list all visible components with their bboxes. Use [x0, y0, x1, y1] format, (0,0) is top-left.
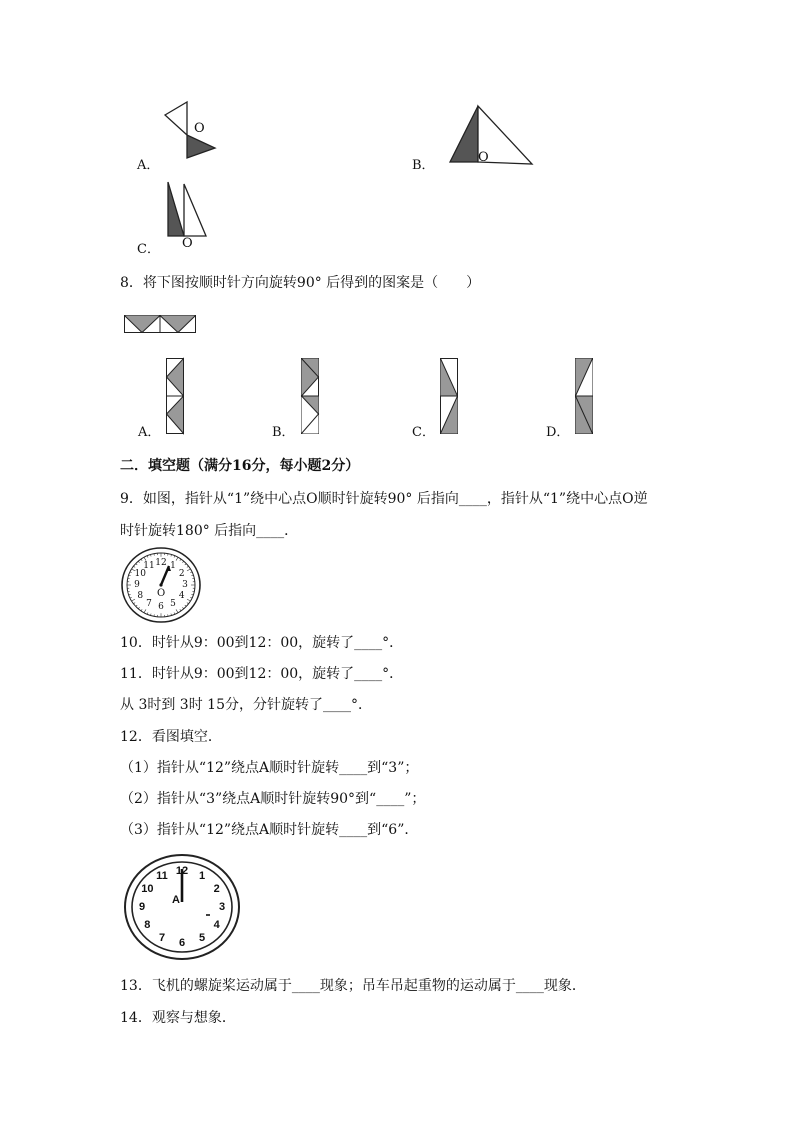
q12-item-3: （3）指针从“12”绕点A顺时针旋转____到“6”．: [120, 822, 419, 838]
q12-clock-number-6: 6: [178, 937, 186, 949]
q8-option-a-figure: [166, 358, 184, 434]
q7-option-a-figure: [160, 100, 220, 170]
q10-question-text: 10．时针从9：00到12：00，旋转了____°．: [120, 635, 404, 651]
q9-clock-number-6: 6: [158, 602, 164, 612]
q9-clock-number-8: 8: [137, 591, 144, 601]
q12-clock-number-9: 9: [138, 901, 146, 913]
q7-option-b-point: O: [478, 150, 489, 165]
q7-option-a-label[interactable]: A．: [137, 158, 160, 173]
q9-clock-number-9: 9: [134, 580, 140, 590]
q8-option-a-label[interactable]: A．: [138, 425, 161, 440]
q12-clock-number-4: 4: [213, 919, 220, 931]
q9-clock-number-11: 11: [143, 560, 155, 571]
q11-question-line1: 11．时针从9：00到12：00，旋转了____°．: [120, 666, 404, 682]
q12-clock-number-12: 12: [175, 865, 189, 877]
q8-option-d-label[interactable]: D．: [546, 425, 570, 440]
q12-item-1: （1）指针从“12”绕点A顺时针旋转____到“3”；: [120, 760, 419, 776]
q9-clock-number-1: 1: [170, 560, 176, 571]
q12-clock-number-8: 8: [144, 919, 151, 931]
q7-option-c-point: O: [182, 236, 193, 251]
q9-question-line2: 时针旋转180° 后指向____．: [120, 523, 299, 539]
q12-clock-number-10: 10: [141, 883, 154, 895]
section-title: 二．填空题（满分16分，每小题2分）: [120, 458, 360, 474]
q8-question-text: 8．将下图按顺时针方向旋转90° 后得到的图案是（ ）: [120, 275, 481, 291]
q12-title: 12．看图填空．: [120, 729, 222, 745]
q9-clock-number-4: 4: [178, 591, 185, 601]
q8-option-b-label[interactable]: B．: [272, 425, 295, 440]
q9-clock-number-3: 3: [182, 580, 188, 590]
q12-clock-number-11: 11: [156, 869, 168, 882]
q12-clock-number-2: 2: [213, 883, 220, 895]
q11-question-line2: 从 3时到 3时 15分，分针旋转了____°．: [120, 697, 372, 713]
q7-option-b-figure: [446, 102, 536, 170]
q9-clock-number-10: 10: [134, 569, 146, 579]
q8-original-pattern: [124, 315, 196, 333]
q9-clock-number-5: 5: [170, 599, 176, 610]
q7-option-c-figure: [164, 178, 214, 240]
q14-question-text: 14．观察与想象．: [120, 1010, 236, 1026]
q9-clock-number-7: 7: [146, 599, 152, 610]
q7-option-c-label[interactable]: C．: [137, 242, 160, 257]
q9-clock-center-label: O: [157, 588, 166, 599]
q12-clock-number-1: 1: [198, 869, 206, 882]
q8-option-d-figure: [575, 358, 593, 434]
q12-item-2: （2）指针从“3”绕点A顺时针旋转90°到“____”；: [120, 791, 426, 807]
q8-option-b-figure: [301, 358, 319, 434]
q12-clock-number-3: 3: [218, 901, 226, 913]
q12-clock-number-5: 5: [198, 932, 206, 945]
q13-question-text: 13．飞机的螺旋桨运动属于____现象；吊车吊起重物的运动属于____现象．: [120, 978, 586, 994]
q9-clock-number-2: 2: [178, 569, 185, 579]
q9-clock-number-12: 12: [155, 558, 167, 568]
q8-option-c-label[interactable]: C．: [412, 425, 435, 440]
q7-option-a-point: O: [194, 121, 205, 136]
q9-question-line1: 9．如图，指针从“1”绕中心点O顺时针旋转90° 后指向____，指针从“1”绕中心点O逆: [120, 491, 648, 507]
q12-clock-number-7: 7: [158, 932, 166, 945]
q7-option-b-label[interactable]: B．: [412, 158, 435, 173]
q8-option-c-figure: [440, 358, 458, 434]
q12-clock-center-label: A: [172, 894, 180, 906]
